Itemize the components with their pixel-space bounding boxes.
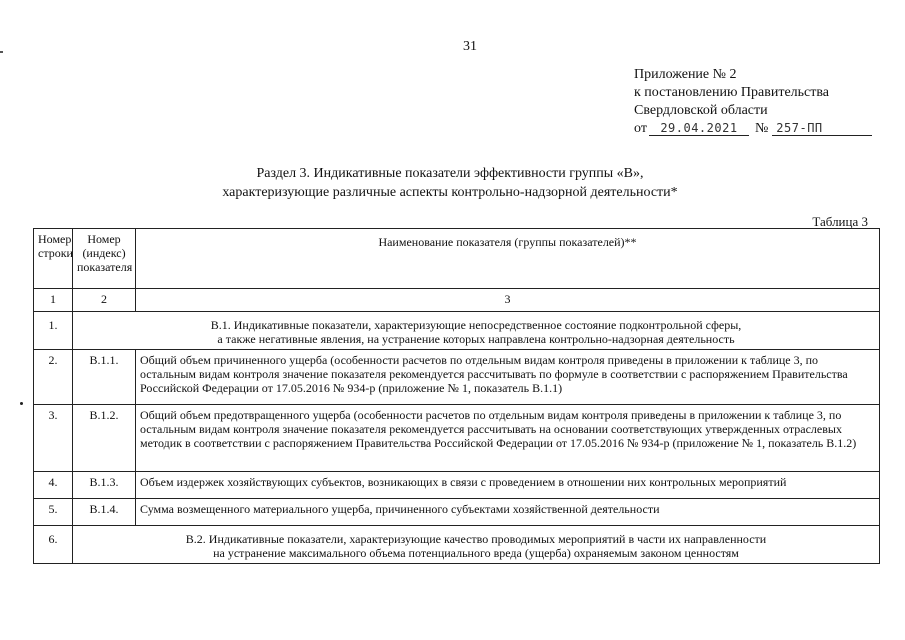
group-heading-line-1: В.1. Индикативные показатели, характеризующие непосредственное состояние подконтрольной сферы, [210, 318, 742, 332]
row-number: 5. [34, 499, 73, 526]
indicator-index: В.1.1. [73, 350, 136, 405]
table-row [34, 526, 880, 564]
table-row [34, 499, 880, 526]
table-row [34, 350, 880, 405]
header-row-number: Номер строки [34, 229, 73, 289]
indicator-index: В.1.4. [73, 499, 136, 526]
group-heading-line-1: В.2. Индикативные показатели, характеризующие качество проводимых мероприятий в части их направленности [185, 532, 767, 546]
indicator-name: Сумма возмещенного материального ущерба, причиненного субъектами хозяйственной деятельности [136, 499, 880, 526]
appendix-line-3: Свердловской области [634, 103, 768, 118]
number-value: 257-ПП [772, 121, 872, 136]
appendix-date-line [634, 120, 872, 138]
group-heading [73, 312, 880, 350]
row-number: 2. [34, 350, 73, 405]
group-heading-line-2: а также негативные явления, на устранение которых направлена контрольно-надзорная деятельность [217, 332, 735, 346]
table-row [34, 312, 880, 350]
indicator-name: Общий объем предотвращенного ущерба (особенности расчетов по отдельным видам контроля приведены в приложении к таблице 3, по остальным видам контроля значение показателя рекомендуется рассчитывать на основании соответствующих утвержденных отраслевых методик в соответствии с распоряжением Правительства Российской Федерации от 17.05.2016 № 934-р (приложение № 1, показатель В.1.2) [136, 405, 880, 472]
date-value: 29.04.2021 [649, 121, 749, 136]
table-header-row [34, 229, 880, 289]
section-title-line-1: Раздел 3. Индикативные показатели эффективности группы «В», [256, 166, 644, 181]
table-label: Таблица 3 [812, 214, 868, 229]
indicator-index: В.1.3. [73, 472, 136, 499]
column-number-3: 3 [136, 289, 880, 312]
table-row [34, 405, 880, 472]
scan-speck [20, 402, 23, 405]
page-number: 31 [463, 39, 477, 54]
column-number-1: 1 [34, 289, 73, 312]
indicator-index: В.1.2. [73, 405, 136, 472]
section-title [60, 164, 840, 202]
scan-speck [0, 51, 3, 53]
number-prefix: № [754, 121, 769, 136]
table-row [34, 472, 880, 499]
row-number: 3. [34, 405, 73, 472]
indicators-table [33, 228, 880, 564]
header-name: Наименование показателя (группы показателей)** [136, 229, 880, 289]
section-title-line-2: характеризующие различные аспекты контрольно-надзорной деятельности* [222, 185, 678, 200]
appendix-block [634, 66, 872, 138]
indicator-name: Объем издержек хозяйствующих субъектов, возникающих в связи с проведением в отношении них контрольных мероприятий [136, 472, 880, 499]
row-number: 4. [34, 472, 73, 499]
group-heading-line-2: на устранение максимального объема потенциального вреда (ущерба) охраняемым законом ценностям [213, 546, 739, 560]
row-number: 6. [34, 526, 73, 564]
header-index: Номер (индекс) показателя [73, 229, 136, 289]
column-numbers-row [34, 289, 880, 312]
appendix-line-1: Приложение № 2 [634, 67, 737, 82]
column-number-2: 2 [73, 289, 136, 312]
appendix-line-2: к постановлению Правительства [634, 85, 830, 100]
row-number: 1. [34, 312, 73, 350]
indicator-name: Общий объем причиненного ущерба (особенности расчетов по отдельным видам контроля приведены в приложении к таблице 3, по остальным видам контроля значение показателя рекомендуется рассчитывать по формуле в соответствии с распоряжением Правительства Российской Федерации от 17.05.2016 № 934-р (приложение № 1, показатель В.1.1) [136, 350, 880, 405]
group-heading [73, 526, 880, 564]
date-prefix: от [634, 121, 647, 136]
